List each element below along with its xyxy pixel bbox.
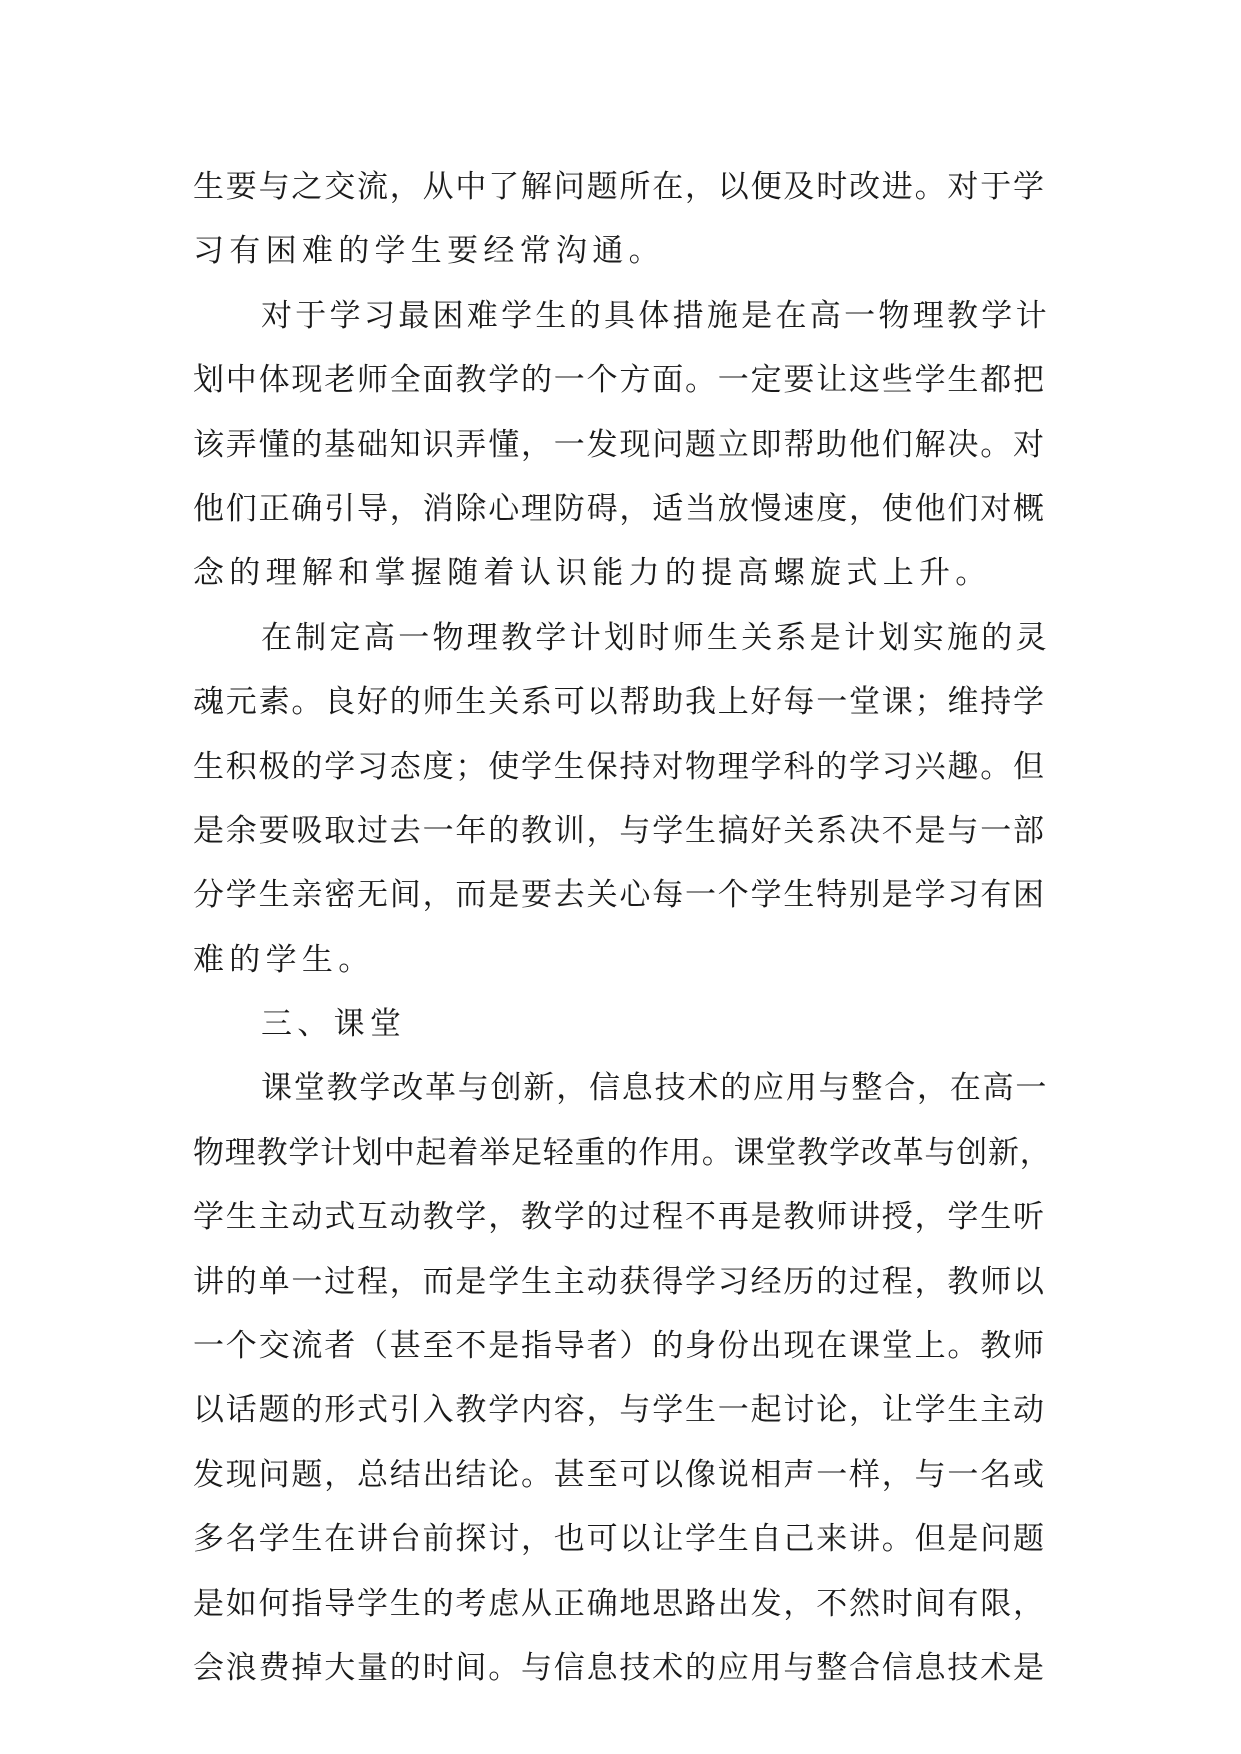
text-line: 物理教学计划中起着举足轻重的作用。课堂教学改革与创新， <box>193 1134 1052 1171</box>
text-line: 生积极的学习态度；使学生保持对物理学科的学习兴趣。但 <box>193 748 1046 785</box>
text-line: 念的理解和掌握随着认识能力的提高螺旋式上升。 <box>193 555 992 592</box>
text-line: 他们正确引导，消除心理防碍，适当放慢速度，使他们对概 <box>193 490 1046 527</box>
text-line: 以话题的形式引入教学内容，与学生一起讨论，让学生主动 <box>193 1392 1046 1429</box>
text-line: 难的学生。 <box>193 941 375 978</box>
text-line: 是余要吸取过去一年的教训，与学生搞好关系决不是与一部 <box>193 812 1046 849</box>
text-line: 分学生亲密无间，而是要去关心每一个学生特别是学习有困 <box>193 877 1046 914</box>
text-line: 会浪费掉大量的时间。与信息技术的应用与整合信息技术是 <box>193 1649 1046 1686</box>
text-line: 习有困难的学生要经常沟通。 <box>193 233 665 270</box>
text-line: 是如何指导学生的考虑从正确地思路出发，不然时间有限， <box>193 1585 1046 1622</box>
text-line: 三、课堂 <box>261 1006 407 1043</box>
text-line: 生要与之交流，从中了解问题所在，以便及时改进。对于学 <box>193 169 1046 205</box>
text-line: 学生主动式互动教学，教学的过程不再是教师讲授，学生听 <box>193 1199 1046 1236</box>
text-line: 一个交流者（甚至不是指导者）的身份出现在课堂上。教师 <box>193 1328 1046 1365</box>
text-line: 该弄懂的基础知识弄懂，一发现问题立即帮助他们解决。对 <box>193 426 1046 463</box>
text-line: 对于学习最困难学生的具体措施是在高一物理教学计 <box>261 297 1050 334</box>
text-line: 发现问题，总结出结论。甚至可以像说相声一样，与一名或 <box>193 1456 1046 1493</box>
body-text <box>193 155 1053 1700</box>
text-line: 讲的单一过程，而是学生主动获得学习经历的过程，教师以 <box>193 1263 1046 1300</box>
text-line: 在制定高一物理教学计划时师生关系是计划实施的灵 <box>261 619 1050 656</box>
text-line: 课堂教学改革与创新，信息技术的应用与整合，在高一 <box>261 1070 1049 1107</box>
text-line: 多名学生在讲台前探讨，也可以让学生自己来讲。但是问题 <box>193 1521 1046 1558</box>
text-line: 划中体现老师全面教学的一个方面。一定要让这些学生都把 <box>193 362 1046 399</box>
text-line: 魂元素。良好的师生关系可以帮助我上好每一堂课；维持学 <box>193 684 1046 721</box>
